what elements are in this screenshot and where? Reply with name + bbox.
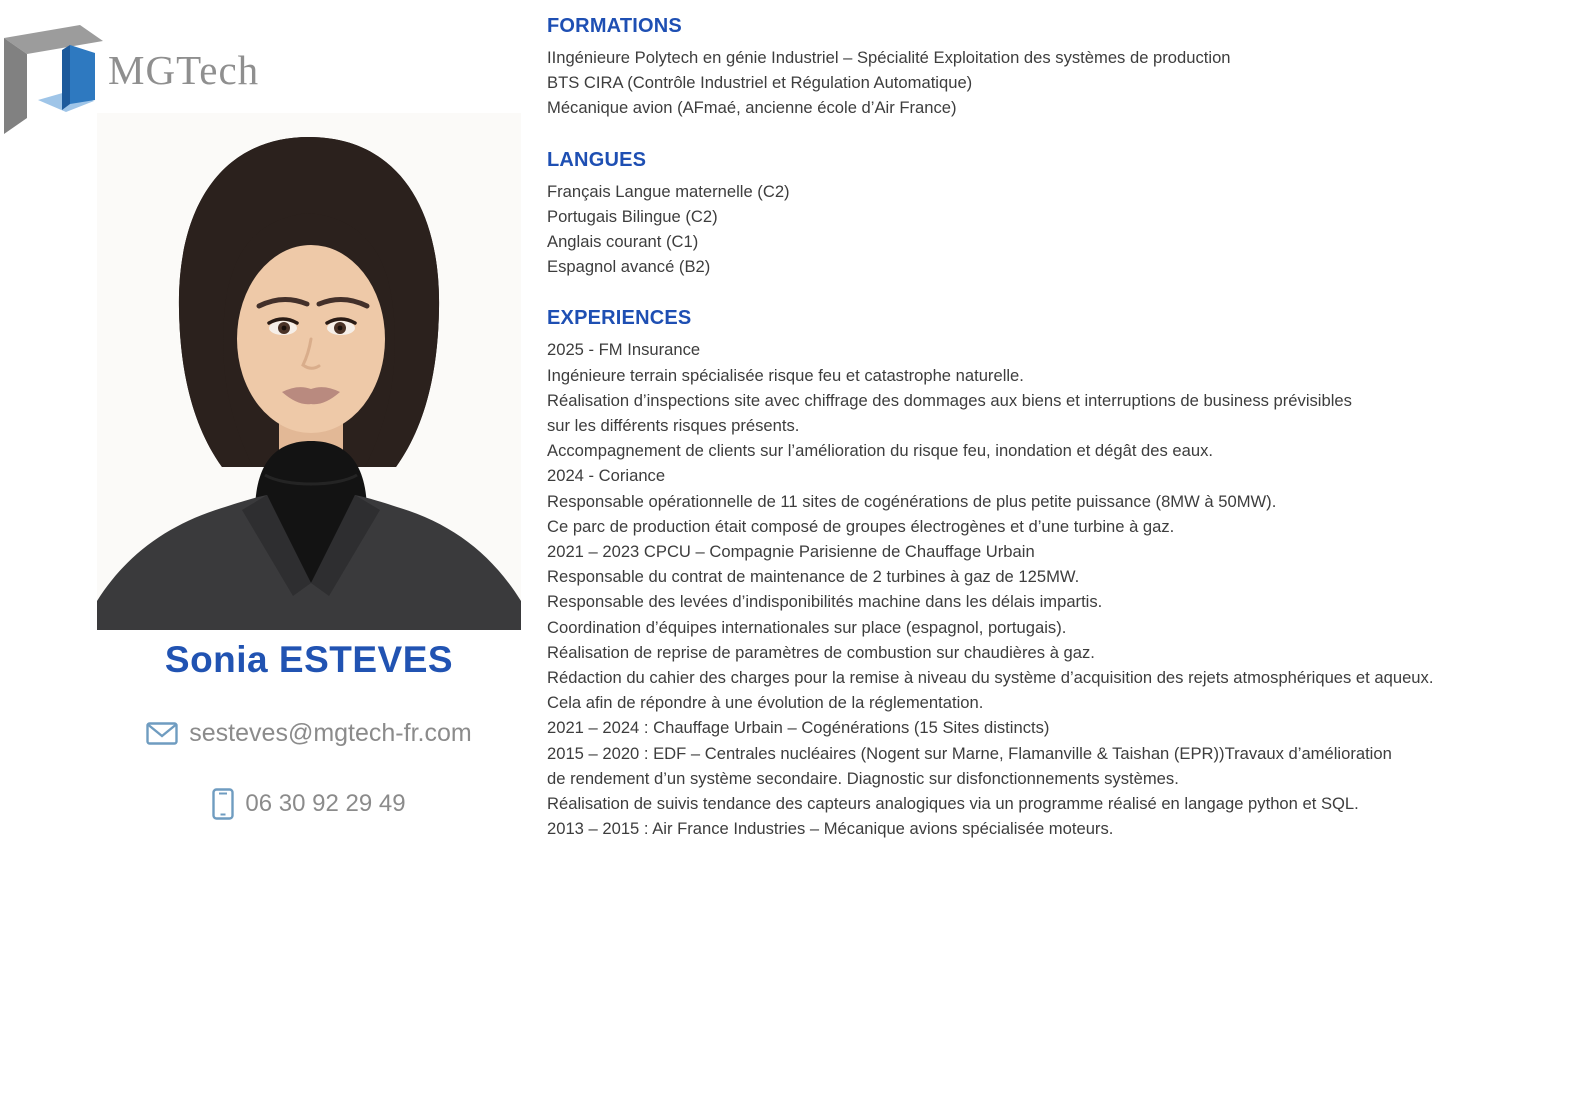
section-line: Réalisation de reprise de paramètres de combustion sur chaudières à gaz.: [547, 642, 1095, 662]
section-title-formations: FORMATIONS: [547, 15, 682, 37]
section-line: 2021 – 2024 : Chauffage Urbain – Cogénérations (15 Sites distincts): [547, 718, 1050, 738]
section-line: Responsable du contrat de maintenance de 2 turbines à gaz de 125MW.: [547, 567, 1080, 587]
section-line: de rendement d’un système secondaire. Diagnostic sur disfonctionnements systèmes.: [547, 768, 1179, 788]
section-line: Français Langue maternelle (C2): [547, 181, 790, 201]
section-line: Accompagnement de clients sur l’amélioration du risque feu, inondation et dégât des eaux.: [547, 441, 1214, 461]
phone-text: 06 30 92 29 49: [245, 790, 406, 817]
section-line: Coordination d’équipes internationales sur place (espagnol, portugais).: [547, 617, 1067, 637]
smartphone-icon: [212, 788, 234, 820]
section-line: Responsable opérationnelle de 11 sites de cogénérations de plus petite puissance (8MW à 50MW).: [547, 491, 1277, 511]
profile-column: [97, 113, 521, 820]
section-line: 2021 – 2023 CPCU – Compagnie Parisienne de Chauffage Urbain: [547, 542, 1035, 562]
section-experiences: [547, 306, 1567, 841]
section-line: Ce parc de production était composé de groupes électrogènes et d’une turbine à gaz.: [547, 516, 1175, 536]
section-line: 2013 – 2015 : Air France Industries – Mécanique avions spécialisée moteurs.: [547, 819, 1114, 839]
section-title-experiences: EXPERIENCES: [547, 307, 692, 330]
section-line: Mécanique avion (AFmaé, ancienne école d’Air France): [547, 98, 957, 118]
profile-photo: [97, 113, 521, 630]
section-line: Réalisation de suivis tendance des capteurs analogiques via un programme réalisé en langage python et SQL.: [547, 794, 1359, 814]
phone-row: [97, 788, 521, 820]
section-title-langues: LANGUES: [547, 148, 647, 171]
section-line: sur les différents risques présents.: [547, 416, 800, 436]
section-line: Ingénieure terrain spécialisée risque feu et catastrophe naturelle.: [547, 365, 1024, 385]
section-line: Rédaction du cahier des charges pour la remise à niveau du système d’acquisition des rejets atmosphériques et aqueux.: [547, 668, 1434, 688]
mgtech-cube-logo-icon: [0, 8, 110, 134]
envelope-icon: [146, 722, 178, 745]
person-name: Sonia ESTEVES: [164, 639, 454, 680]
email-text: sesteves@mgtech-fr.com: [189, 719, 472, 747]
section-line: 2025 - FM Insurance: [547, 340, 701, 360]
section-line: Responsable des levées d’indisponibilités machine dans les délais impartis.: [547, 592, 1103, 612]
section-line: IIngénieure Polytech en génie Industriel – Spécialité Exploitation des systèmes de production: [547, 48, 1231, 67]
section-line: 2024 - Coriance: [547, 466, 666, 486]
section-langues: [547, 148, 1567, 280]
section-line: Anglais courant (C1): [547, 232, 699, 252]
email-row: [97, 719, 521, 748]
brand-name: MGTech: [108, 47, 260, 93]
sections: [547, 14, 1567, 868]
section-line: Réalisation d’inspections site avec chiffrage des dommages aux biens et interruptions de business prévisibles: [547, 390, 1352, 410]
section-formations: [547, 14, 1567, 121]
section-line: Espagnol avancé (B2): [547, 257, 711, 277]
section-line: 2015 – 2020 : EDF – Centrales nucléaires (Nogent sur Marne, Flamanville & Taishan (EPR))Travaux d’amélioration: [547, 743, 1392, 763]
section-line: BTS CIRA (Contrôle Industriel et Régulation Automatique): [547, 73, 973, 93]
section-line: Cela afin de répondre à une évolution de la réglementation.: [547, 693, 984, 713]
section-line: Portugais Bilingue (C2): [547, 206, 718, 226]
